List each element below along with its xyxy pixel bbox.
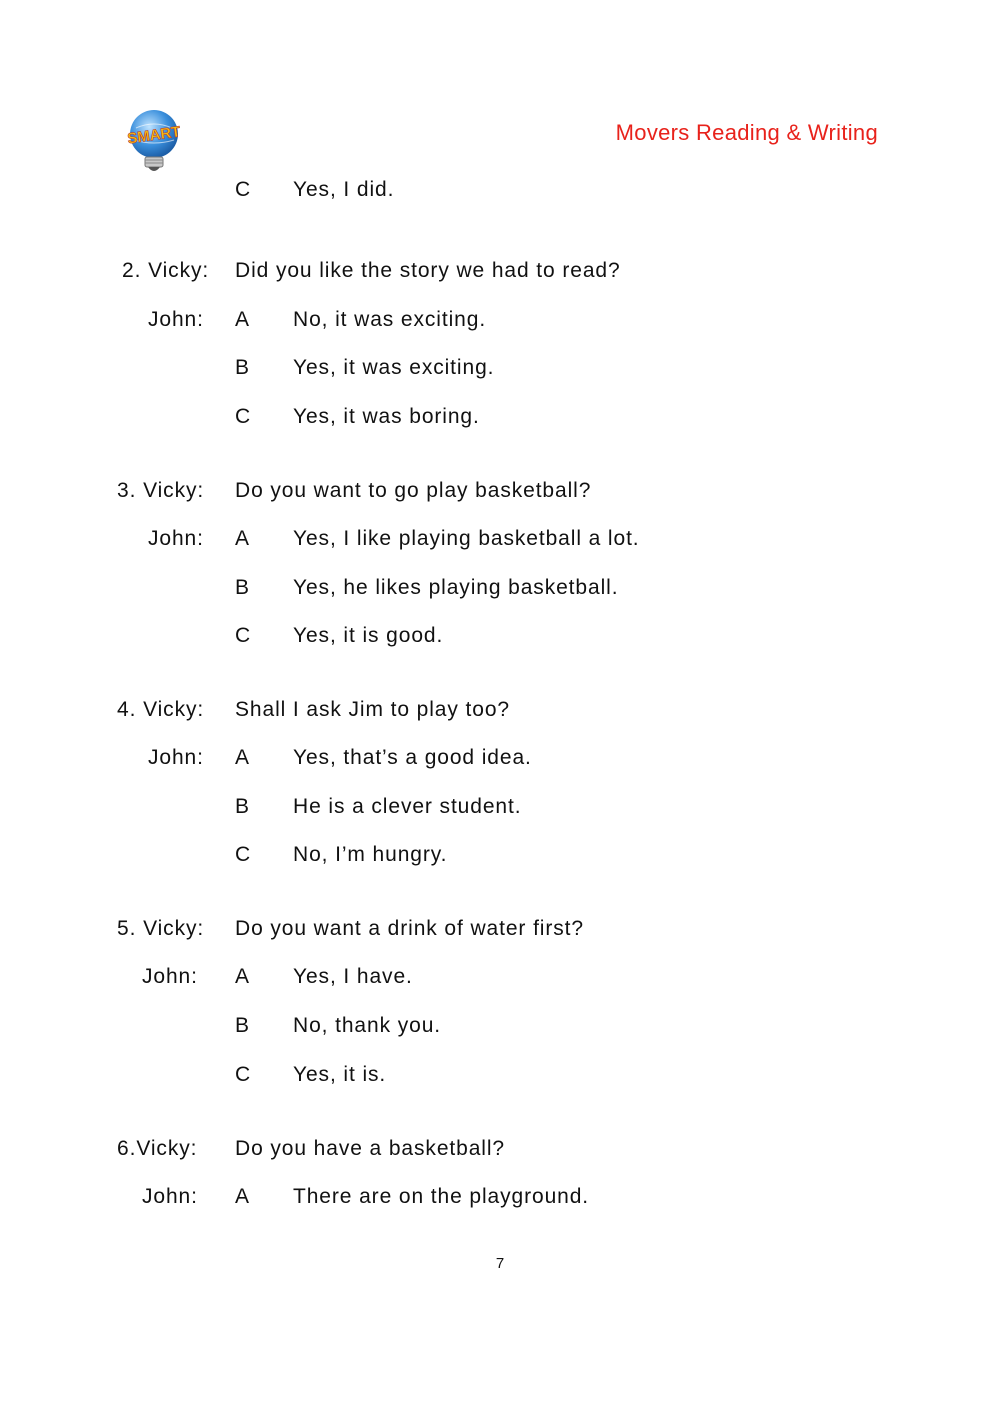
- option-letter: B: [235, 795, 250, 818]
- option-letter: B: [235, 356, 250, 379]
- speaker-label: John:: [148, 527, 204, 550]
- smart-logo: [118, 106, 190, 178]
- question-number: 2. Vicky:: [122, 259, 210, 282]
- option-text: Yes, it was boring.: [293, 405, 480, 428]
- question-number: 4. Vicky:: [117, 698, 205, 721]
- option-letter: C: [235, 405, 252, 428]
- option-text: Yes, he likes playing basketball.: [293, 576, 619, 599]
- option-text: No, it was exciting.: [293, 308, 487, 331]
- svg-text:SMART: SMART: [126, 123, 182, 148]
- option-text: Yes, I have.: [293, 965, 413, 988]
- question-text: Did you like the story we had to read?: [235, 259, 621, 282]
- option-text: No, I’m hungry.: [293, 843, 448, 866]
- option-text: He is a clever student.: [293, 795, 522, 818]
- question-text: Shall I ask Jim to play too?: [235, 698, 510, 721]
- option-letter: C: [235, 1063, 252, 1086]
- header-title: Movers Reading & Writing: [615, 120, 878, 145]
- speaker-label: John:: [142, 1185, 198, 1208]
- option-letter: A: [235, 965, 250, 988]
- option-text: Yes, it is good.: [293, 624, 444, 647]
- speaker-label: John:: [148, 308, 204, 331]
- option-letter: A: [235, 527, 250, 550]
- speaker-label: John:: [148, 746, 204, 769]
- question-number: 6.Vicky:: [117, 1137, 198, 1160]
- option-text: Yes, that’s a good idea.: [293, 746, 532, 769]
- option-text: Yes, I did.: [293, 178, 395, 201]
- option-letter: C: [235, 624, 252, 647]
- question-text: Do you want a drink of water first?: [235, 917, 584, 940]
- question-number: 3. Vicky:: [117, 479, 205, 502]
- option-letter: B: [235, 1014, 250, 1037]
- option-letter: A: [235, 1185, 250, 1208]
- question-text: Do you want to go play basketball?: [235, 479, 592, 502]
- option-letter: C: [235, 178, 252, 201]
- option-text: Yes, it is.: [293, 1063, 387, 1086]
- option-text: Yes, I like playing basketball a lot.: [293, 527, 640, 550]
- option-letter: A: [235, 308, 250, 331]
- option-letter: B: [235, 576, 250, 599]
- option-letter: C: [235, 843, 252, 866]
- option-text: There are on the playground.: [293, 1185, 590, 1208]
- option-text: No, thank you.: [293, 1014, 442, 1037]
- speaker-label: John:: [142, 965, 198, 988]
- option-text: Yes, it was exciting.: [293, 356, 495, 379]
- page-number: 7: [495, 1255, 505, 1272]
- question-text: Do you have a basketball?: [235, 1137, 505, 1160]
- option-letter: A: [235, 746, 250, 769]
- question-number: 5. Vicky:: [117, 917, 205, 940]
